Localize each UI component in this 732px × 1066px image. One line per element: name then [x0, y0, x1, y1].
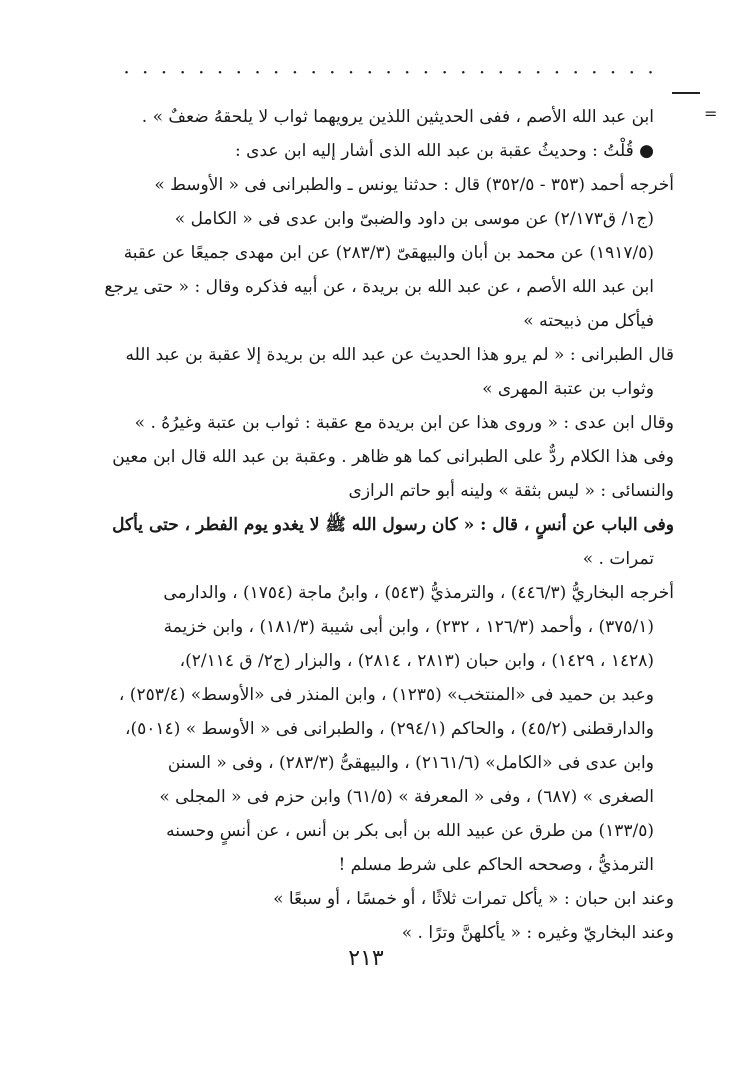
text-line: وقال ابن عدى : « وروى هذا عن ابن بريدة مع عقبة : ثواب بن عتبة وغيرُهُ . »: [134, 413, 674, 433]
text-line: ● قُلْتُ : وحديثُ عقبة بن عبد الله الذى أشار إليه ابن عدى :: [235, 141, 654, 161]
text-line: وعبد بن حميد فى «المنتخب» (١٢٣٥) ، وابن المنذر فى «الأوسط» (٢٥٣/٤) ،: [118, 685, 654, 705]
text-line: وفى هذا الكلام ردٌّ على الطبرانى كما هو ظاهر . وعقبة بن عبد الله قال ابن معين: [112, 447, 674, 467]
text-line: (٣٧٥/١) ، وأحمد (١٢٦/٣ ، ٢٣٢) ، وابن أبى شيبة (١٨١/٣) ، وابن خزيمة: [163, 617, 654, 637]
text-line: (١٣٣/٥) من طرق عن عبيد الله بن أبى بكر بن أنس ، عن أنسٍ وحسنه: [166, 821, 654, 841]
text-line: وعند ابن حبان : « يأكل تمرات ثلاثًا ، أو خمسًا ، أو سبعًا »: [273, 889, 674, 909]
text-line: فيأكل من ذبيحته »: [523, 311, 654, 331]
text-line: تمرات . »: [582, 549, 654, 569]
text-line: أخرجه البخاريُّ (٤٤٦/٣) ، والترمذيُّ (٥٤٣) ، وابنُ ماجة (١٧٥٤) ، والدارمى: [163, 583, 674, 603]
text-line: (١٩١٧/٥) عن محمد بن أبان والبيهقىّ (٢٨٣/٣) عن ابن مهدى جميعًا عن عقبة: [123, 243, 654, 263]
text-line: (ج١/ ق٢/١٧٣) عن موسى بن داود والضبىّ وابن عدى فى « الكامل »: [174, 209, 654, 229]
header-dotted-rule: · · · · · · · · · · · · · · · · · · · · · · · · · · · · ·: [123, 60, 657, 84]
text-line: قال الطبرانى : « لم يرو هذا الحديث عن عبد الله بن بريدة إلا عقبة بن عبد الله: [125, 345, 674, 365]
margin-mark: =: [704, 104, 718, 123]
text-line: وابن عدى فى «الكامل» (٢١٦١/٦) ، والبيهقىُّ (٢٨٣/٣) ، وفى « السنن: [167, 753, 654, 773]
page-number: ٢١٣: [348, 946, 384, 971]
header-solid-rule: [672, 92, 700, 94]
text-line: وثواب بن عتبة المهرى »: [482, 379, 654, 399]
text-line: والدارقطنى (٤٥/٢) ، والحاكم (٢٩٤/١) ، والطبرانى فى « الأوسط » (٥٠١٤)،: [125, 719, 654, 739]
text-line: (١٤٢٨ ، ١٤٢٩) ، وابن حبان (٢٨١٣ ، ٢٨١٤) ، والبزار (ج٢/ ق ٢/١١٤)،: [179, 651, 654, 671]
text-line: والنسائى : « ليس بثقة » ولينه أبو حاتم الرازى: [348, 481, 674, 501]
text-line: الترمذيُّ ، وصححه الحاكم على شرط مسلم !: [338, 855, 654, 875]
text-line: الصغرى » (٦٨٧) ، وفى « المعرفة » (٦١/٥) وابن حزم فى « المجلى »: [159, 787, 654, 807]
text-line: ابن عبد الله الأصم ، عن عبد الله بن بريدة ، عن أبيه فذكره وقال : « حتى يرجع: [104, 277, 654, 297]
text-line: أخرجه أحمد (٣٥٣ - ٣٥٢/٥) قال : حدثنا يونس ـ والطبرانى فى « الأوسط »: [154, 175, 674, 195]
body-text: [96, 100, 674, 950]
text-line: ابن عبد الله الأصم ، ففى الحديثين اللذين يرويهما ثواب لا يلحقهُ ضعفٌ » .: [141, 107, 654, 127]
text-line: وعند البخاريّ وغيره : « يأكلهنَّ وترًا . »: [401, 923, 674, 943]
text-line: وفى الباب عن أنسٍ ، قال : « كان رسول الله ﷺ لا يغدو يوم الفطر ، حتى يأكل: [112, 515, 674, 535]
